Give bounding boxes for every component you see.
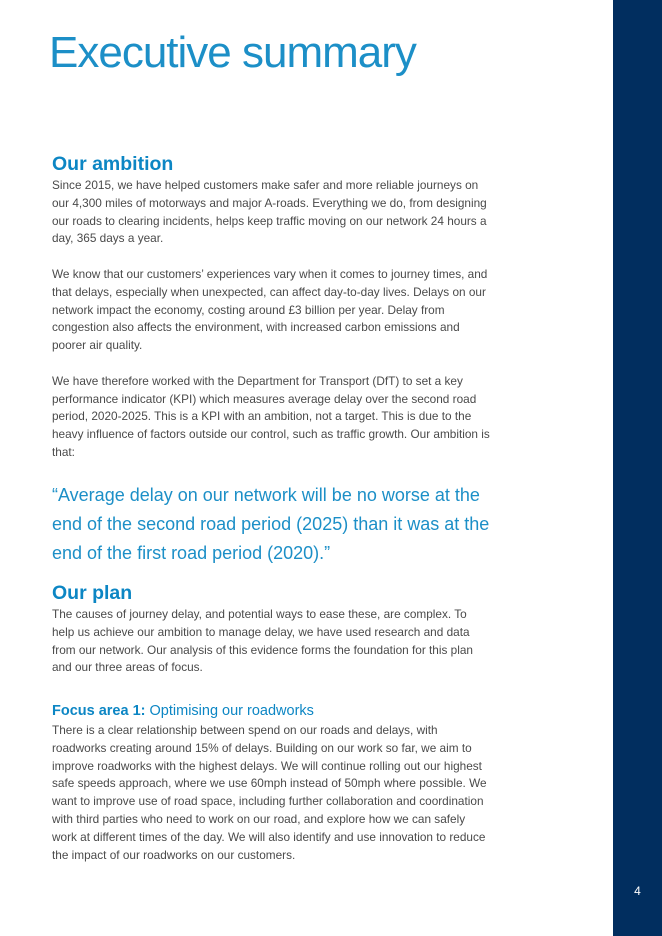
ambition-paragraph-1: Since 2015, we have helped customers make safer and more reliable journeys on our 4,300 miles of motorways and major A-roads. Everything we do, from designing our roads to clearing incidents, helps keep traffic moving on our network 24 hours a day, 365 days a year. bbox=[52, 178, 487, 246]
focus-area-1-section bbox=[52, 702, 492, 864]
plan-paragraph: The causes of journey delay, and potential ways to ease these, are complex. To help us achieve our ambition to manage delay, we have used research and data from our network. Our analysis of this evidence forms the foundation for this plan and our three areas of focus. bbox=[52, 607, 473, 675]
page-number: 4 bbox=[634, 884, 641, 898]
ambition-paragraph-2: We know that our customers’ experiences vary when it comes to journey times, and that delays, especially when unexpected, can affect day-to-day lives. Delays on our network impact the economy, costing around £3 billion per year. Delay from congestion also affects the environment, with increased carbon emissions and poorer air quality. bbox=[52, 266, 488, 353]
focus-area-1-label: Focus area 1: bbox=[52, 703, 146, 719]
ambition-quote-block bbox=[52, 481, 492, 568]
ambition-heading: Our ambition bbox=[52, 153, 174, 175]
ambition-quote: “Average delay on our network will be no worse at the end of the second road period (2025) than it was at the end of the first road period (2020).” bbox=[52, 485, 490, 563]
ambition-section bbox=[52, 153, 492, 462]
plan-heading: Our plan bbox=[52, 582, 133, 604]
focus-area-1-paragraph: There is a clear relationship between spend on our roads and delays, with roadworks creating around 15% of delays. Building on our work so far, we aim to improve roadworks with the highest delays. We will continue rolling out our highest safe speeds approach, where we use 60mph instead of 50mph where possible. We want to improve use of road space, including further collaboration and coordination with third parties who need to work on our road, and explore how we can safely work at different times of the day. We will also identify and use innovation to reduce the impact of our roadworks on our customers. bbox=[52, 723, 487, 862]
side-band bbox=[613, 0, 662, 936]
page-title: Executive summary bbox=[49, 28, 416, 77]
focus-area-1-title: Optimising our roadworks bbox=[145, 703, 314, 719]
ambition-paragraph-3: We have therefore worked with the Department for Transport (DfT) to set a key performance indicator (KPI) which measures average delay over the second road period, 2020-2025. This is a KPI with an ambition, not a target. This is due to the heavy influence of factors outside our control, such as traffic growth. Our ambition is that: bbox=[52, 373, 490, 459]
focus-area-1-heading bbox=[52, 702, 492, 720]
plan-section bbox=[52, 582, 492, 677]
